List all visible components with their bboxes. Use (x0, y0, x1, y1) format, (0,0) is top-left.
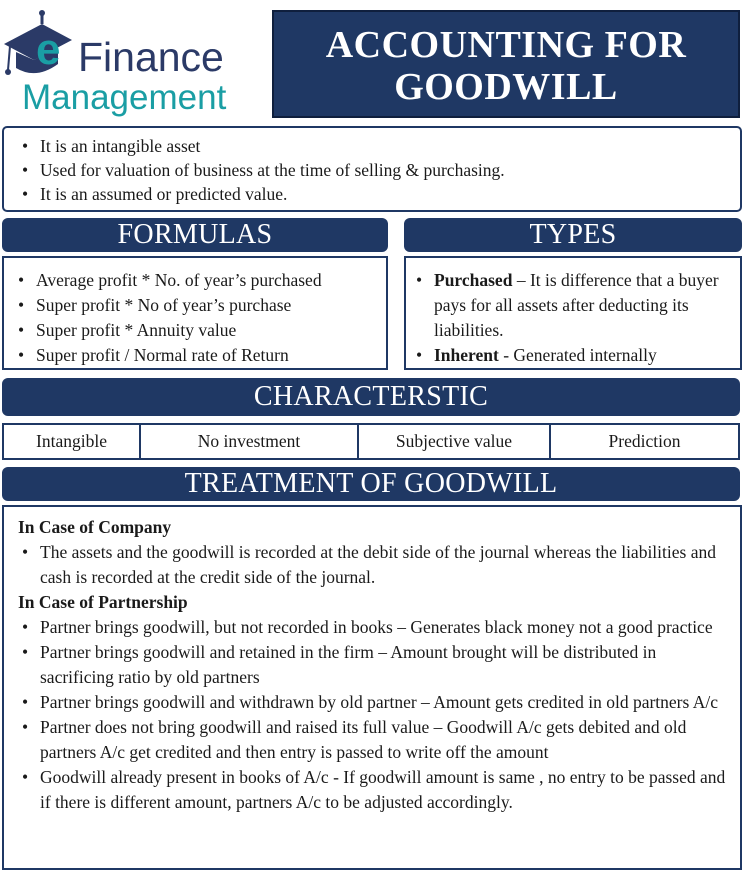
type-desc: - Generated internally (498, 345, 657, 365)
list-item: • Goodwill already present in books of A/c - If goodwill amount is same , no entry to be passed and if there is different amount, partners A/c to be adjusted accordingly. (18, 765, 728, 815)
company-list (18, 540, 728, 590)
characteristic-cell: Prediction (608, 431, 681, 451)
title-line-1: ACCOUNTING FOR (325, 24, 687, 66)
characteristic-row (2, 423, 740, 460)
logo-management: Management (22, 78, 227, 117)
formulas-heading: FORMULAS (2, 218, 388, 252)
list-item: • The assets and the goodwill is recorded at the debit side of the journal whereas the liabilities and cash is recorded at the credit side of the journal. (18, 540, 728, 590)
characteristic-cell: Subjective value (359, 425, 551, 458)
partnership-heading: In Case of Partnership (18, 592, 188, 612)
list-item: • Partner brings goodwill and retained in the firm – Amount brought will be distributed in sacrificing ratio by old partners (18, 640, 728, 690)
intro-box (2, 126, 742, 212)
types-box (404, 256, 742, 370)
characteristic-cell: Intangible (4, 425, 141, 458)
list-item: • Used for valuation of business at the time of selling & purchasing. (18, 158, 730, 182)
types-list (412, 268, 732, 368)
logo-mark: e (36, 25, 61, 74)
list-item (412, 343, 732, 368)
list-item: • Partner brings goodwill and withdrawn by old partner – Amount gets credited in old partners A/c (18, 690, 728, 715)
characteristic-heading: CHARACTERSTIC (2, 378, 740, 416)
list-item: • Partner brings goodwill, but not recorded in books – Generates black money not a good practice (18, 615, 728, 640)
formulas-list (14, 268, 378, 368)
list-item: • It is an assumed or predicted value. (18, 182, 730, 206)
intro-list (18, 134, 730, 206)
list-item: • Partner does not bring goodwill and raised its full value – Goodwill A/c gets debited and old partners A/c get credited and then entry is passed to write off the amount (18, 715, 728, 765)
list-item: • Super profit * No of year’s purchase (14, 293, 378, 318)
partnership-list (18, 615, 728, 815)
list-item: • Super profit / Normal rate of Return (14, 343, 378, 368)
logo-finance: Finance (78, 34, 224, 80)
list-item (412, 268, 732, 343)
list-item: • Super profit * Annuity value (14, 318, 378, 343)
types-heading: TYPES (404, 218, 742, 252)
logo (2, 8, 264, 116)
type-term: Purchased (434, 270, 513, 290)
treatment-heading: TREATMENT OF GOODWILL (2, 467, 740, 501)
title-line-2: GOODWILL (394, 66, 618, 108)
characteristic-cell: No investment (141, 425, 359, 458)
title-banner (272, 10, 740, 118)
company-heading: In Case of Company (18, 517, 172, 537)
list-item: • Average profit * No. of year’s purchased (14, 268, 378, 293)
formulas-box (2, 256, 388, 370)
list-item: • It is an intangible asset (18, 134, 730, 158)
type-desc: – It is difference that a buyer pays for all assets after deducting its liabilities. (434, 270, 719, 340)
treatment-box (2, 505, 742, 870)
type-term: Inherent (434, 345, 499, 365)
